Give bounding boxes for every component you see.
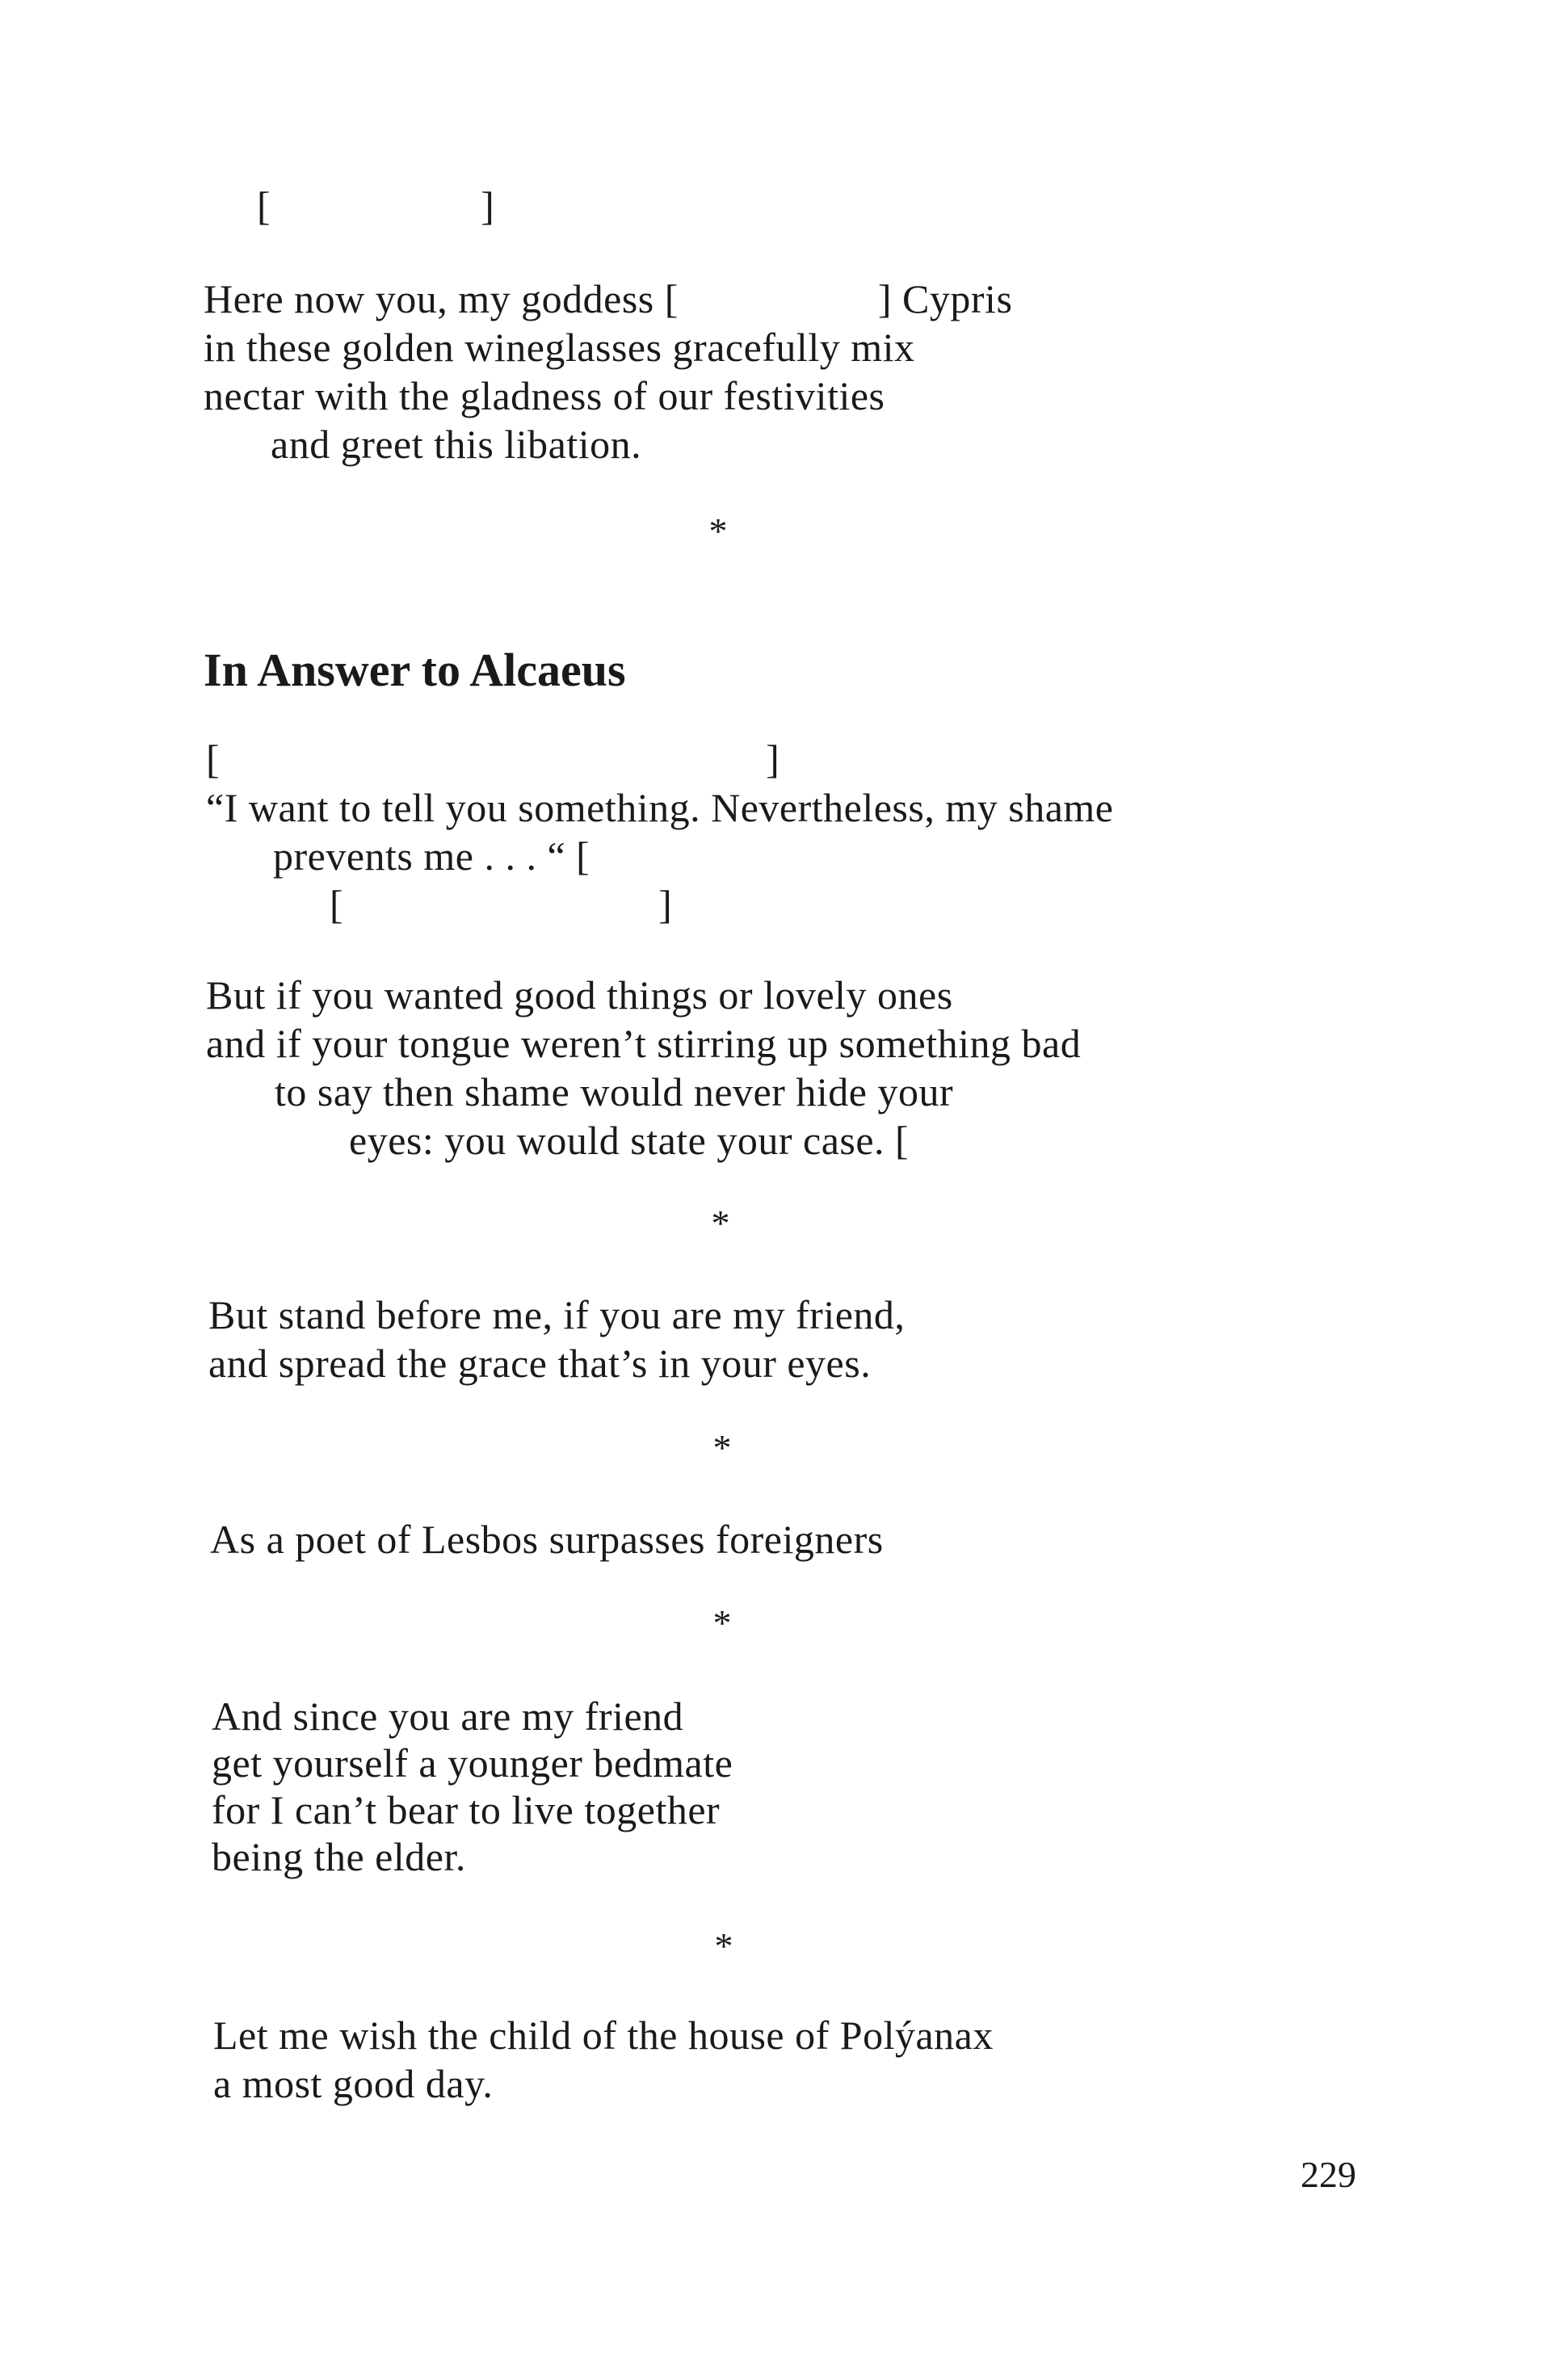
poem-line: and if your tongue weren’t stirring up something bad bbox=[206, 1021, 1082, 1066]
poem-line: being the elder. bbox=[212, 1834, 466, 1879]
poem-line: to say then shame would never hide your bbox=[275, 1069, 954, 1114]
poem-line: As a poet of Lesbos surpasses foreigners bbox=[210, 1517, 884, 1562]
poem-line: But if you wanted good things or lovely ones bbox=[206, 972, 953, 1018]
poem-line: nectar with the gladness of our festivities bbox=[204, 373, 885, 418]
poem-line: and spread the grace that’s in your eyes. bbox=[208, 1341, 872, 1386]
bracket-line-top: [ ] bbox=[257, 183, 495, 229]
poem-line: for I can’t bear to live together bbox=[212, 1787, 721, 1832]
page-number: 229 bbox=[1301, 2154, 1356, 2195]
poem-line: Let me wish the child of the house of Polýanax bbox=[213, 2013, 994, 2058]
poem-line: “I want to tell you something. Nevertheless, my shame bbox=[206, 785, 1114, 830]
section-separator: * bbox=[708, 510, 728, 552]
poem-line: get yourself a younger bedmate bbox=[212, 1740, 733, 1786]
poem-line: Here now you, my goddess [ ] Cypris bbox=[204, 276, 1013, 321]
section-separator: * bbox=[714, 1925, 733, 1967]
poem-line: a most good day. bbox=[213, 2061, 494, 2106]
poem-line: [ ] bbox=[330, 882, 673, 927]
section-separator: * bbox=[712, 1427, 732, 1468]
section-separator: * bbox=[711, 1203, 730, 1244]
poem-line: eyes: you would state your case. [ bbox=[349, 1118, 910, 1163]
poem-line: [ ] bbox=[206, 737, 780, 782]
poem-line: And since you are my friend bbox=[212, 1694, 684, 1739]
poem-line: in these golden wineglasses gracefully mix bbox=[204, 325, 915, 370]
section-separator: * bbox=[712, 1602, 732, 1643]
poem-line: But stand before me, if you are my friend, bbox=[208, 1292, 906, 1337]
poem-title: In Answer to Alcaeus bbox=[204, 644, 626, 696]
poem-line: and greet this libation. bbox=[271, 422, 642, 467]
poem-line: prevents me . . . “ [ bbox=[273, 833, 590, 879]
